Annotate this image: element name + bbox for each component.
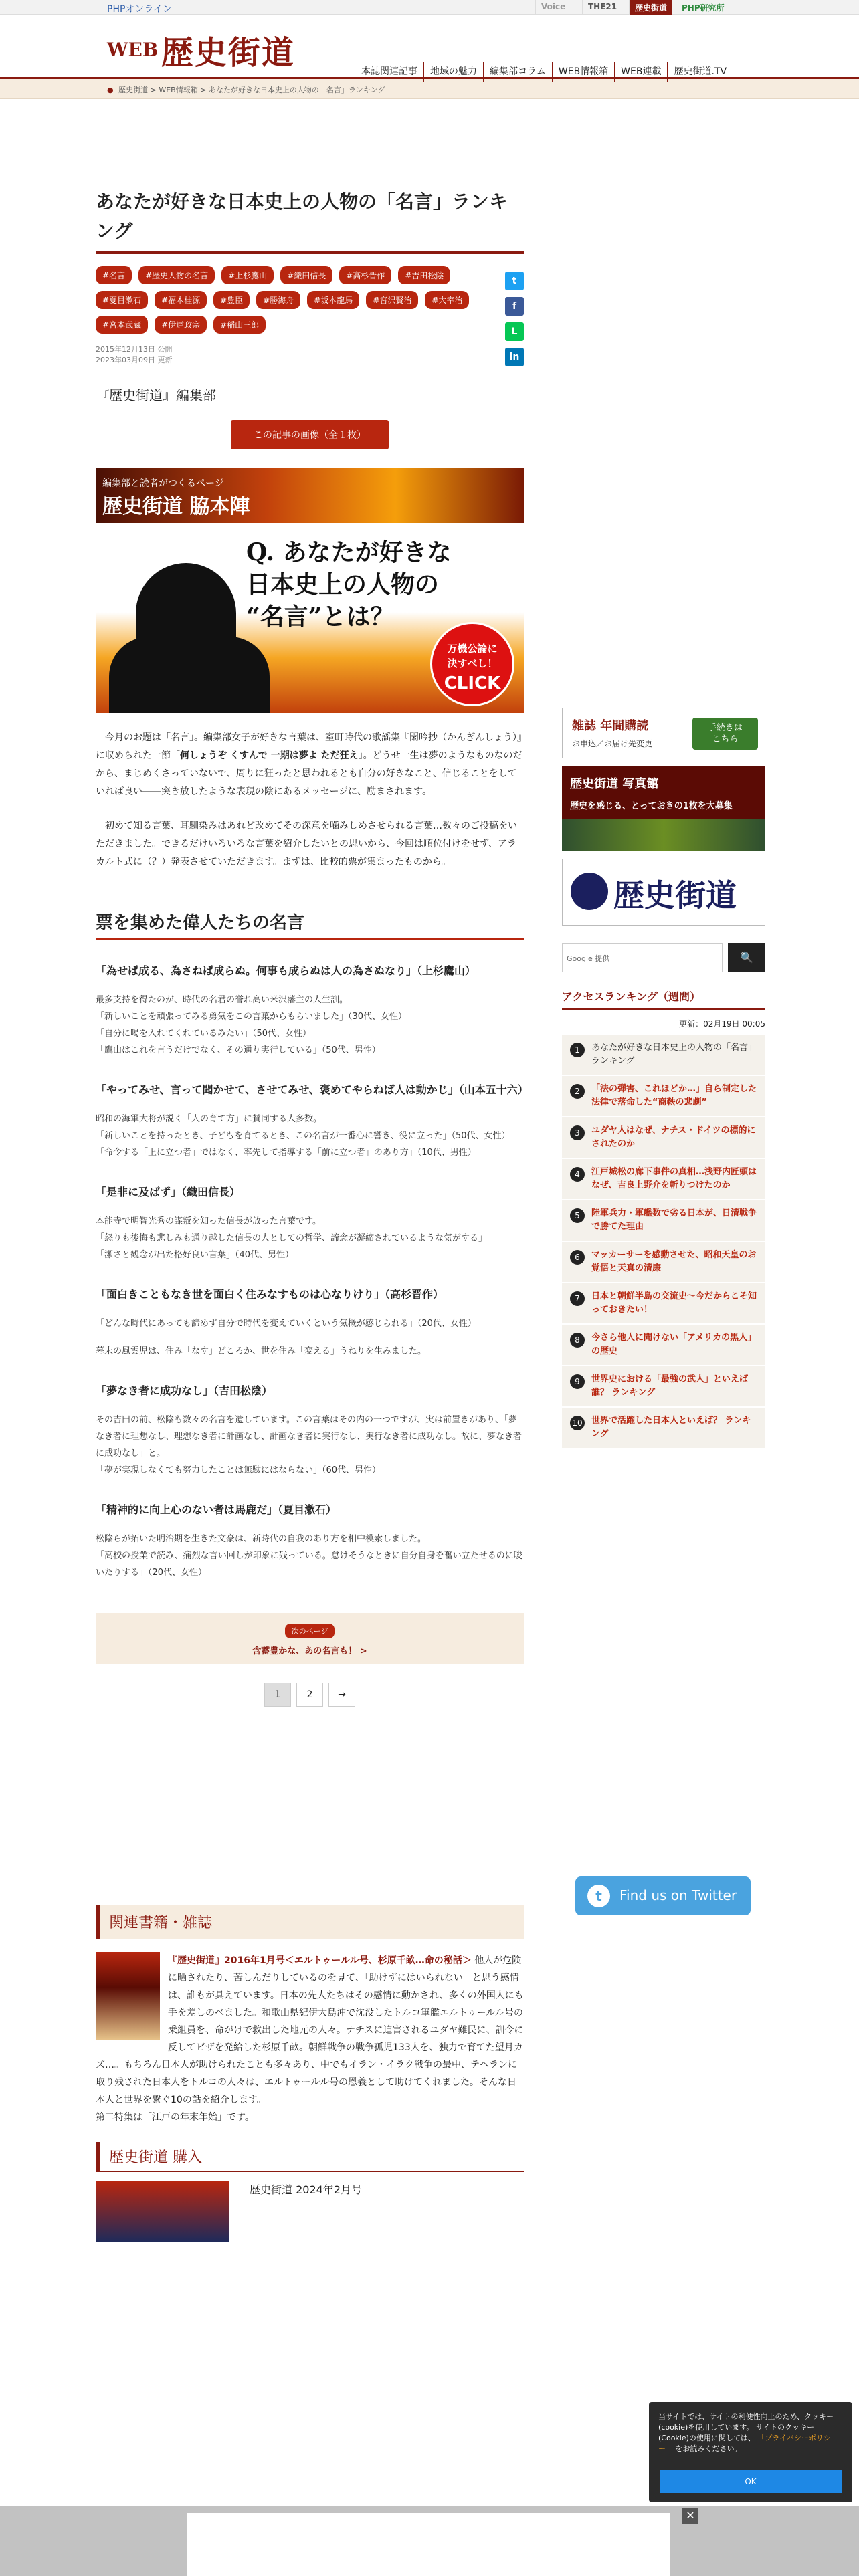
next-page-title: 含蓄豊かな、あの名言も！ > bbox=[252, 1646, 367, 1656]
twitter-icon[interactable]: t bbox=[505, 272, 524, 290]
buy-item-title[interactable]: 歴史街道 2024年2月号 bbox=[250, 2183, 362, 2196]
quote-block: 「精神的に向上心のない者は馬鹿だ」（夏目漱石） 松陰らが拓いた明治期を生きた文豪は、新時代の自我のあり方を相中模索しました。 「高校の授業で読み、痛烈な言い回しが印象に残っている。怠けそうなときに自分自身を奮い立たせるのに唆いたりする」（20代、女性） bbox=[96, 1500, 524, 1581]
privacy-policy-link[interactable]: 「プライバシーポリシー」 bbox=[658, 2434, 831, 2453]
silhouette-image bbox=[136, 563, 236, 713]
voice-link[interactable]: Voice bbox=[535, 0, 571, 15]
twitter-bird-icon: t bbox=[587, 1885, 610, 1907]
quote-block: 「やってみせ、言って聞かせて、させてみせ、褒めてやらねば人は動かじ」（山本五十六） 昭和の海軍大将が説く「人の育て方」に賛同する人多数。 「新しいことを持ったとき、子どもを育てるとき、この名言が一番心に響き、役に立った」（50代、女性） 「命令する「上に立つ者」ではなく、率先して指導する「前に立つ者」のあり方」（10代、男性） bbox=[96, 1080, 524, 1161]
site-logo[interactable] bbox=[107, 27, 295, 73]
tag[interactable]: #宮沢賢治 bbox=[366, 291, 418, 309]
section-heading: 票を集めた偉人たちの名言 bbox=[96, 909, 524, 940]
page-1-button[interactable]: 1 bbox=[264, 1683, 291, 1707]
subscription-title: 雑誌 年間購読 bbox=[572, 719, 649, 733]
nav-item-tv[interactable]: 歴史街道.TV bbox=[667, 62, 733, 82]
quote-heading: 「やってみせ、言って聞かせて、させてみせ、褒めてやらねば人は動かじ」（山本五十六） bbox=[96, 1083, 529, 1096]
author: 『歴史街道』編集部 bbox=[96, 387, 216, 403]
wakihonjin-banner[interactable] bbox=[96, 468, 524, 523]
related-item-text: 他人が危険に晒されたり、苦しんだりしているのを見て、「助けずにはいられない」と思う感情は、誰もが具えています。日本の先人たちはその感情に動かされ、多くの外国人にも手を差しのべました。和歌山県紀伊大島沖で沈没したトルコ軍艦エルトゥールル号の乗組員を、命がけで救出した地元の人々。ナチスに迫害されるユダヤ難民に、訓令に反してビザを発給した杉原千畝。朝鮮戦争の戦争孤児133人を、独力で育てた望月カズ…。もちろん日本人が助けられたことも多々あり、中でもイラン・イラク戦争の最中、テヘランに取り残された日本人をトルコの人々は、エルトゥールル号の恩義として助けてくれました。そんな日本人と世界を繋ぐ10の話を紹介します。 bbox=[96, 1955, 524, 2105]
magazine-cover-image[interactable] bbox=[96, 2181, 229, 2242]
buy-item[interactable] bbox=[96, 2181, 524, 2242]
top-bar bbox=[0, 0, 859, 15]
close-icon[interactable]: ✕ bbox=[682, 2508, 698, 2524]
ranking-item[interactable]: 10 世界で活躍した日本人といえば？ ランキング bbox=[562, 1408, 765, 1449]
bottom-ad-bar bbox=[0, 2506, 859, 2576]
ranking-item[interactable]: 8 今さら他人に聞けない「アメリカの黒人」の歴史 bbox=[562, 1325, 765, 1366]
tag[interactable]: #勝海舟 bbox=[256, 291, 300, 309]
ad-slot[interactable] bbox=[187, 2513, 670, 2576]
quote-block: 「是非に及ばず」（織田信長） 本能寺で明智光秀の謀叛を知った信長が放った言葉です。 「怒りも後悔も悲しみも通り越した信長の人としての哲学、諦念が凝縮されているような気がする」 「潔さと観念が出た格好良い言葉」（40代、男性） bbox=[96, 1182, 524, 1263]
photo-strip-image bbox=[562, 819, 765, 851]
search-button[interactable] bbox=[728, 943, 765, 972]
tag[interactable]: #高杉晋作 bbox=[339, 266, 391, 284]
ranking-list bbox=[562, 1035, 765, 1449]
line-icon[interactable]: L bbox=[505, 322, 524, 341]
banner-subtitle: 編集部と読者がつくるページ bbox=[102, 478, 224, 489]
quote-block: 「面白きこともなき世を面白く住みなすものは心なりけり」（高杉晋作） 「どんな時代にあっても諦めず自分で時代を変えていくという気概が感じられる」（20代、女性） 幕末の風雲児は、住み「なす」どころか、世を住み「変える」うねりを生みました。 bbox=[96, 1285, 524, 1360]
rekishi-kaido-logo-banner[interactable] bbox=[562, 859, 765, 926]
photo-gallery-subtitle: 歴史を感じる、とっておきの1枚を大募集 bbox=[570, 801, 733, 811]
logo-mark-icon bbox=[571, 873, 608, 910]
the21-link[interactable]: THE21 bbox=[582, 0, 622, 15]
nav-item-web-info[interactable]: WEB情報箱 bbox=[552, 62, 614, 82]
related-books bbox=[96, 1905, 524, 2242]
hero-question: Q. あなたが好きな 日本史上の人物の “名言”とは？ bbox=[246, 538, 452, 631]
quote-heading: 「是非に及ばず」（織田信長） bbox=[96, 1186, 241, 1198]
quote-heading: 「精神的に向上心のない者は馬鹿だ」（夏目漱石） bbox=[96, 1503, 337, 1516]
tag[interactable]: #伊達政宗 bbox=[155, 316, 207, 334]
twitter-follow-button[interactable] bbox=[575, 1876, 751, 1915]
paragraph: 初めて知る言葉、耳馴染みはあれど改めてその深意を噛みしめさせられる言葉…数々のご投稿をいただきました。できるだけいろいろな言葉を紹介したいとの思いから、今回は順位付けをせず、アラカルト式に（？）発表させていただきます。まずは、比較的票が集まったものから。 bbox=[96, 821, 517, 867]
logo-web-text: WEB bbox=[107, 39, 159, 61]
updated-date: 2023年03月09日 更新 bbox=[96, 356, 173, 364]
tag[interactable]: #坂本龍馬 bbox=[307, 291, 359, 309]
tag[interactable]: #歴史人物の名言 bbox=[138, 266, 215, 284]
tag[interactable]: #稲山三郎 bbox=[213, 316, 266, 334]
quote-block: 「夢なき者に成功なし」（吉田松陰） その吉田の前、松陰も数々の名言を遺しています。この言葉はその内の一つですが、実は前置きがあり、「夢なき者に理想なし、理想なき者に計画なし、計画なき者に実行なし、実行なき者に成功なし。故に、夢なき者に成功なし」と。 「夢が実現しなくても努力したことは無駄にはならない」（60代、男性） bbox=[96, 1381, 524, 1479]
logo-banner-text: 歴史街道 bbox=[613, 877, 737, 914]
ranking-updated: 更新：02月19日 00:05 bbox=[679, 1019, 765, 1029]
subscription-subtitle: お申込／お届け先変更 bbox=[572, 739, 653, 748]
nav-item-editor-column[interactable]: 編集部コラム bbox=[483, 62, 552, 82]
ranking-item[interactable]: 7 日本と朝鮮半島の交流史～今だからこそ知っておきたい！ bbox=[562, 1283, 765, 1325]
related-item-footer: 第二特集は「江戸の年末年始」です。 bbox=[96, 2112, 254, 2123]
cookie-notice: 当サイトでは、サイトの利便性向上のため、クッキー(cookie)を使用しています。 サイトのクッキー(Cookie)の使用に関しては、 「プライバシーポリシー」 をお読みください。 OK bbox=[649, 2402, 852, 2502]
linkedin-icon[interactable]: in bbox=[505, 348, 524, 366]
magazine-cover-image[interactable] bbox=[96, 1952, 160, 2040]
main-column bbox=[96, 107, 529, 2242]
twitter-follow-label: Find us on Twitter bbox=[619, 1887, 737, 1903]
search-input[interactable]: Google 提供 bbox=[562, 943, 723, 972]
ranking-item[interactable]: 2 「法の弾害、これほどか…」自ら制定した法律で落命した“商鞅の悲劇” bbox=[562, 1076, 765, 1117]
tag[interactable]: #吉田松陰 bbox=[398, 266, 450, 284]
tag[interactable]: #宮本武蔵 bbox=[96, 316, 148, 334]
paragraph: 今月のお題は「名言」。編集部女子が好きな言葉は、室町時代の歌謡集『閑吟抄（かんぎんしょう）』に収められた一節「何しょうぞ くすんで 一期は夢よ ただ狂え」。どうせ一生は夢のようなものなのだから、まじめくさっていないで、周りに狂ったと思われるとも自分の好きなこと、信じることをしていれば良い――突き放したような表現の陰にあるメッセージに、励まされます。 bbox=[96, 732, 522, 797]
quote-heading: 「面白きこともなき世を面白く住みなすものは心なりけり」（高杉晋作） bbox=[96, 1288, 444, 1301]
next-page-badge: 次のページ bbox=[285, 1624, 335, 1638]
tag-list bbox=[96, 266, 470, 334]
tag[interactable]: #豊臣 bbox=[213, 291, 250, 309]
php-kenkyujo-link[interactable]: PHP研究所 bbox=[676, 0, 730, 15]
site-search bbox=[562, 943, 765, 972]
facebook-icon[interactable]: f bbox=[505, 297, 524, 316]
ranking-item[interactable]: 4 江戸城松の廊下事件の真相…浅野内匠頭はなぜ、吉良上野介を斬りつけたのか bbox=[562, 1159, 765, 1200]
pagination bbox=[96, 1683, 524, 1707]
tag[interactable]: #福木桂源 bbox=[155, 291, 207, 309]
nav-item-regional[interactable]: 地域の魅力 bbox=[423, 62, 483, 82]
next-arrow-button[interactable]: → bbox=[328, 1683, 355, 1707]
search-icon: 🔍 bbox=[740, 951, 753, 964]
ranking-item[interactable]: 9 世界史における「最強の武人」といえば誰？ ランキング bbox=[562, 1366, 765, 1408]
related-item-title[interactable]: 『歴史街道』2016年1月号＜エルトゥールル号、杉原千畝…命の秘話＞ bbox=[168, 1955, 472, 1966]
home-icon[interactable]: ● bbox=[107, 86, 114, 94]
page-2-button[interactable]: 2 bbox=[296, 1683, 323, 1707]
nav-item-web-serial[interactable]: WEB連載 bbox=[614, 62, 667, 82]
breadcrumb-current: あなたが好きな日本史上の人物の「名言」ランキング bbox=[208, 86, 385, 94]
related-heading: 関連書籍・雑誌 bbox=[96, 1905, 524, 1939]
share-buttons bbox=[505, 272, 524, 366]
hero-image[interactable] bbox=[96, 530, 524, 713]
site-header bbox=[0, 15, 859, 79]
quote-heading: 「夢なき者に成功なし」（吉田松陰） bbox=[96, 1384, 273, 1397]
ranking-item[interactable]: 5 陸軍兵力・軍艦数で劣る日本が、日清戦争で勝てた理由 bbox=[562, 1200, 765, 1242]
quote-heading: 「為せば成る、為さねば成らぬ。何事も成らぬは人の為さぬなり」（上杉鷹山） bbox=[96, 964, 476, 977]
tag[interactable]: #上杉鷹山 bbox=[221, 266, 274, 284]
breadcrumb: ● 歴史街道 > WEB情報箱 > あなたが好きな日本史上の人物の「名言」ランキング bbox=[0, 79, 859, 99]
quote-block: 「為せば成る、為さねば成らぬ。何事も成らぬは人の為さぬなり」（上杉鷹山） 最多支持を得たのが、時代の名君の誉れ高い米沢藩主の人生訓。 「新しいことを頑張ってみる勇気をこの言葉からもらいました」（30代、女性） 「自分に喝を入れてくれているみたい」（50代、女性） 「鷹山はこれを言うだけでなく、その通り実行している」（50代、男性） bbox=[96, 961, 524, 1059]
click-badge[interactable]: 万機公論に 決すべし！ CLICK bbox=[430, 622, 514, 706]
subscription-button[interactable]: 手続きは こちら bbox=[692, 718, 758, 750]
subscription-banner[interactable] bbox=[562, 708, 765, 758]
article-dates bbox=[96, 344, 524, 366]
page-title: あなたが好きな日本史上の人物の「名言」ランキング bbox=[96, 187, 524, 254]
breadcrumb-item[interactable]: WEB情報箱 bbox=[159, 86, 198, 94]
article-body bbox=[96, 729, 529, 1581]
tag[interactable]: #大宰治 bbox=[425, 291, 469, 309]
related-item[interactable] bbox=[96, 1952, 524, 2109]
photo-gallery-title: 歴史街道 写真館 bbox=[570, 777, 659, 791]
breadcrumb-item[interactable]: 歴史街道 bbox=[118, 86, 149, 94]
logo-main-text: 歴史街道 bbox=[161, 34, 295, 72]
tag[interactable]: #名言 bbox=[96, 266, 132, 284]
published-date: 2015年12月13日 公開 bbox=[96, 345, 173, 354]
nav-item-magazine-articles[interactable]: 本誌関連記事 bbox=[355, 62, 423, 82]
php-online-link[interactable]: PHPオンライン bbox=[107, 4, 172, 15]
sidebar bbox=[562, 708, 765, 1449]
ranking-item[interactable]: 6 マッカーサーを感動させた、昭和天皇のお覚悟と天真の清廉 bbox=[562, 1242, 765, 1283]
cookie-ok-button[interactable]: OK bbox=[660, 2470, 842, 2493]
tag[interactable]: #織田信長 bbox=[280, 266, 332, 284]
ranking-item[interactable]: 3 ユダヤ人はなぜ、ナチス・ドイツの標的にされたのか bbox=[562, 1117, 765, 1159]
buy-heading: 歴史街道 購入 bbox=[96, 2142, 524, 2172]
article-images-button[interactable]: この記事の画像（全１枚） bbox=[231, 420, 389, 449]
ranking-item[interactable]: 1 あなたが好きな日本史上の人物の「名言」ランキング bbox=[562, 1035, 765, 1076]
next-page-link[interactable] bbox=[96, 1613, 524, 1664]
rekishi-kaido-link[interactable]: 歴史街道 bbox=[629, 0, 672, 15]
main-nav bbox=[355, 62, 733, 82]
ranking-heading: アクセスランキング（週間） bbox=[562, 988, 765, 1010]
photo-gallery-banner[interactable] bbox=[562, 766, 765, 851]
banner-title: 歴史街道 脇本陣 bbox=[102, 495, 250, 518]
tag[interactable]: #夏目漱石 bbox=[96, 291, 148, 309]
